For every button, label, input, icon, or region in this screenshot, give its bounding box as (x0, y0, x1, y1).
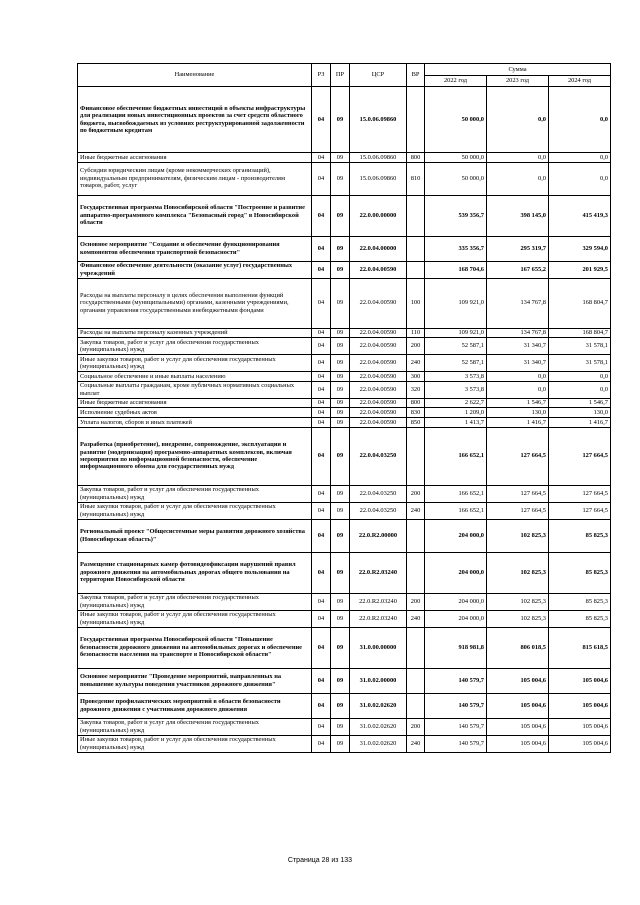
row-pr: 09 (331, 328, 350, 338)
row-pr: 09 (331, 381, 350, 398)
row-name: Государственная программа Новосибирской области "Повышение безопасности дорожного движения на автомобильных дорогах и обеспечение безопасности населения на транспорте в Новосибирской области" (78, 627, 312, 668)
row-value-2024: 105 004,6 (549, 735, 611, 752)
row-rz: 04 (312, 236, 331, 261)
row-csr: 22.0.04.00590 (350, 355, 407, 372)
row-csr: 22.0.00.00000 (350, 195, 407, 236)
row-value-2022: 204 000,0 (425, 519, 487, 552)
row-vr: 800 (407, 398, 425, 408)
row-value-2024: 85 825,3 (549, 593, 611, 610)
row-csr: 22.0.04.03250 (350, 427, 407, 485)
row-vr: 850 (407, 417, 425, 427)
row-pr: 09 (331, 153, 350, 163)
header-csr: ЦСР (350, 64, 407, 87)
row-vr: 100 (407, 278, 425, 328)
row-vr (407, 195, 425, 236)
row-vr: 240 (407, 502, 425, 519)
row-rz: 04 (312, 408, 331, 418)
row-rz: 04 (312, 519, 331, 552)
row-value-2024: 168 804,7 (549, 328, 611, 338)
row-value-2022: 1 209,0 (425, 408, 487, 418)
row-value-2024: 1 416,7 (549, 417, 611, 427)
table-row (78, 355, 611, 372)
row-pr: 09 (331, 338, 350, 355)
row-pr: 09 (331, 735, 350, 752)
row-pr: 09 (331, 236, 350, 261)
table-row (78, 502, 611, 519)
row-csr: 22.0.04.00000 (350, 236, 407, 261)
row-value-2024: 0,0 (549, 372, 611, 382)
table-row (78, 718, 611, 735)
row-vr: 240 (407, 735, 425, 752)
row-rz: 04 (312, 485, 331, 502)
row-pr: 09 (331, 718, 350, 735)
row-pr: 09 (331, 485, 350, 502)
row-value-2022: 204 000,0 (425, 610, 487, 627)
row-value-2023: 105 004,6 (487, 693, 549, 718)
row-rz: 04 (312, 398, 331, 408)
row-name: Государственная программа Новосибирской области "Построение и развитие аппаратно-программного комплекса "Безопасный город" в Новосибирской области (78, 195, 312, 236)
row-value-2024: 168 804,7 (549, 278, 611, 328)
row-value-2022: 50 000,0 (425, 87, 487, 153)
row-pr: 09 (331, 502, 350, 519)
row-csr: 22.0.04.00590 (350, 398, 407, 408)
row-csr: 22.0.04.00590 (350, 408, 407, 418)
row-value-2024: 329 594,0 (549, 236, 611, 261)
row-csr: 22.0.04.03250 (350, 502, 407, 519)
row-vr (407, 261, 425, 278)
row-csr: 31.0.02.00000 (350, 668, 407, 693)
row-pr: 09 (331, 693, 350, 718)
row-vr: 200 (407, 718, 425, 735)
table-row (78, 552, 611, 593)
row-value-2022: 52 587,1 (425, 338, 487, 355)
row-value-2022: 168 704,6 (425, 261, 487, 278)
row-name: Социальные выплаты гражданам, кроме публичных нормативных социальных выплат (78, 381, 312, 398)
row-value-2024: 0,0 (549, 381, 611, 398)
row-value-2024: 201 929,5 (549, 261, 611, 278)
row-name: Финансовое обеспечение деятельности (оказание услуг) государственных учреждений (78, 261, 312, 278)
row-pr: 09 (331, 627, 350, 668)
row-name: Закупка товаров, работ и услуг для обеспечения государственных (муниципальных) нужд (78, 485, 312, 502)
table-row (78, 195, 611, 236)
row-value-2022: 140 579,7 (425, 693, 487, 718)
row-rz: 04 (312, 381, 331, 398)
row-csr: 22.0.04.00590 (350, 261, 407, 278)
row-pr: 09 (331, 372, 350, 382)
table-row (78, 162, 611, 195)
row-vr: 240 (407, 610, 425, 627)
row-value-2022: 1 413,7 (425, 417, 487, 427)
row-csr: 22.0.04.03250 (350, 485, 407, 502)
row-pr: 09 (331, 408, 350, 418)
row-value-2022: 140 579,7 (425, 718, 487, 735)
table-header (78, 64, 611, 87)
table-row (78, 328, 611, 338)
row-pr: 09 (331, 87, 350, 153)
row-name: Размещение стационарных камер фотовидеофиксации нарушений правил дорожного движения на автомобильных дорогах общего пользования на территории Новосибирской области (78, 552, 312, 593)
row-name: Исполнение судебных актов (78, 408, 312, 418)
row-value-2024: 85 825,3 (549, 519, 611, 552)
row-pr: 09 (331, 398, 350, 408)
row-rz: 04 (312, 718, 331, 735)
row-value-2022: 204 000,0 (425, 552, 487, 593)
row-rz: 04 (312, 502, 331, 519)
row-name: Уплата налогов, сборов и иных платежей (78, 417, 312, 427)
row-value-2024: 127 664,5 (549, 502, 611, 519)
row-value-2023: 0,0 (487, 153, 549, 163)
row-vr: 300 (407, 372, 425, 382)
header-rz: РЗ (312, 64, 331, 87)
row-value-2024: 127 664,5 (549, 427, 611, 485)
row-value-2022: 539 356,7 (425, 195, 487, 236)
header-pr: ПР (331, 64, 350, 87)
table-row (78, 236, 611, 261)
row-value-2024: 0,0 (549, 153, 611, 163)
row-pr: 09 (331, 610, 350, 627)
row-value-2022: 109 921,0 (425, 328, 487, 338)
row-value-2022: 52 587,1 (425, 355, 487, 372)
row-value-2024: 105 004,6 (549, 693, 611, 718)
row-rz: 04 (312, 668, 331, 693)
table-row (78, 372, 611, 382)
row-name: Иные бюджетные ассигнования (78, 153, 312, 163)
row-value-2023: 102 825,3 (487, 519, 549, 552)
budget-table (77, 63, 611, 753)
row-value-2022: 166 652,1 (425, 427, 487, 485)
table-row (78, 381, 611, 398)
row-value-2022: 50 000,0 (425, 153, 487, 163)
row-csr: 15.0.06.09860 (350, 87, 407, 153)
row-vr: 810 (407, 162, 425, 195)
row-pr: 09 (331, 668, 350, 693)
row-vr (407, 627, 425, 668)
row-pr: 09 (331, 355, 350, 372)
row-name: Основное мероприятие "Проведение мероприятий, направленных на повышение культуры поведения участников дорожного движения" (78, 668, 312, 693)
table-row (78, 519, 611, 552)
row-vr (407, 427, 425, 485)
row-pr: 09 (331, 261, 350, 278)
row-csr: 15.0.06.09860 (350, 153, 407, 163)
row-name: Иные бюджетные ассигнования (78, 398, 312, 408)
row-value-2023: 1 546,7 (487, 398, 549, 408)
row-rz: 04 (312, 278, 331, 328)
row-csr: 31.0.02.02620 (350, 718, 407, 735)
row-pr: 09 (331, 417, 350, 427)
row-value-2022: 140 579,7 (425, 735, 487, 752)
row-pr: 09 (331, 427, 350, 485)
table-row (78, 398, 611, 408)
row-value-2024: 85 825,3 (549, 610, 611, 627)
table-row (78, 408, 611, 418)
row-name: Закупка товаров, работ и услуг для обеспечения государственных (муниципальных) нужд (78, 718, 312, 735)
row-csr: 22.0.04.00590 (350, 372, 407, 382)
row-value-2023: 134 767,8 (487, 328, 549, 338)
row-value-2022: 166 652,1 (425, 502, 487, 519)
row-value-2022: 918 981,8 (425, 627, 487, 668)
row-value-2023: 167 655,2 (487, 261, 549, 278)
row-value-2023: 0,0 (487, 162, 549, 195)
row-value-2023: 1 416,7 (487, 417, 549, 427)
row-value-2024: 31 578,1 (549, 355, 611, 372)
row-rz: 04 (312, 87, 331, 153)
row-name: Финансовое обеспечение бюджетных инвестиций в объекты инфраструктуры для реализации новых инвестиционных проектов за счет средств областного бюджета, высвобождаемых из условиях реструктурированной задолженности по бюджетным кредитам (78, 87, 312, 153)
table-row (78, 87, 611, 153)
row-name: Иные закупки товаров, работ и услуг для обеспечения государственных (муниципальных) нужд (78, 610, 312, 627)
row-value-2022: 50 000,0 (425, 162, 487, 195)
table-row (78, 693, 611, 718)
row-rz: 04 (312, 627, 331, 668)
row-rz: 04 (312, 552, 331, 593)
row-value-2024: 105 004,6 (549, 668, 611, 693)
header-name: Наименование (78, 64, 312, 87)
row-value-2022: 3 573,8 (425, 372, 487, 382)
row-value-2022: 140 579,7 (425, 668, 487, 693)
table-row (78, 610, 611, 627)
row-rz: 04 (312, 610, 331, 627)
header-year-2024: 2024 год (549, 76, 611, 87)
row-name: Проведение профилактических мероприятий в области безопасности дорожного движения с участниками дорожного движения (78, 693, 312, 718)
row-csr: 22.0.R2.03240 (350, 610, 407, 627)
row-vr (407, 87, 425, 153)
table-row (78, 627, 611, 668)
row-vr: 240 (407, 355, 425, 372)
row-vr (407, 668, 425, 693)
row-csr: 15.0.06.09860 (350, 162, 407, 195)
row-value-2024: 815 618,5 (549, 627, 611, 668)
row-value-2024: 415 419,3 (549, 195, 611, 236)
row-value-2024: 127 664,5 (549, 485, 611, 502)
row-value-2023: 0,0 (487, 381, 549, 398)
row-rz: 04 (312, 427, 331, 485)
row-name: Расходы на выплаты персоналу в целях обеспечения выполнения функций государственными (муниципальными) органами, казенными учреждениями, органами управления государственными внебюджетными фондами (78, 278, 312, 328)
table-row (78, 427, 611, 485)
row-name: Иные закупки товаров, работ и услуг для обеспечения государственных (муниципальных) нужд (78, 502, 312, 519)
row-vr (407, 519, 425, 552)
row-csr: 22.0.04.00590 (350, 417, 407, 427)
row-value-2024: 85 825,3 (549, 552, 611, 593)
row-vr: 110 (407, 328, 425, 338)
row-name: Иные закупки товаров, работ и услуг для обеспечения государственных (муниципальных) нужд (78, 355, 312, 372)
table-row (78, 261, 611, 278)
header-year-2023: 2023 год (487, 76, 549, 87)
row-value-2022: 109 921,0 (425, 278, 487, 328)
row-rz: 04 (312, 338, 331, 355)
row-pr: 09 (331, 278, 350, 328)
table-row (78, 278, 611, 328)
row-name: Субсидии юридическим лицам (кроме некоммерческих организаций), индивидуальным предпринимателям, физическим лицам - производителям товаров, работ, услуг (78, 162, 312, 195)
row-value-2023: 295 319,7 (487, 236, 549, 261)
row-value-2023: 31 340,7 (487, 355, 549, 372)
row-value-2024: 31 578,1 (549, 338, 611, 355)
row-rz: 04 (312, 261, 331, 278)
row-value-2024: 105 004,6 (549, 718, 611, 735)
row-value-2023: 127 664,5 (487, 485, 549, 502)
header-vr: ВР (407, 64, 425, 87)
table-row (78, 417, 611, 427)
row-value-2024: 0,0 (549, 162, 611, 195)
row-value-2023: 130,0 (487, 408, 549, 418)
row-name: Расходы на выплаты персоналу казенных учреждений (78, 328, 312, 338)
row-value-2023: 127 664,5 (487, 502, 549, 519)
row-value-2023: 105 004,6 (487, 735, 549, 752)
budget-page (77, 63, 610, 753)
row-value-2023: 105 004,6 (487, 668, 549, 693)
row-csr: 22.0.04.00590 (350, 338, 407, 355)
row-name: Основное мероприятие "Создание и обеспечение функционирования компонентов обеспечения транспортной безопасности" (78, 236, 312, 261)
row-value-2023: 0,0 (487, 87, 549, 153)
row-name: Иные закупки товаров, работ и услуг для обеспечения государственных (муниципальных) нужд (78, 735, 312, 752)
row-rz: 04 (312, 195, 331, 236)
row-value-2023: 31 340,7 (487, 338, 549, 355)
row-rz: 04 (312, 162, 331, 195)
row-value-2022: 204 000,0 (425, 593, 487, 610)
row-vr (407, 552, 425, 593)
row-vr: 200 (407, 485, 425, 502)
row-vr (407, 236, 425, 261)
row-pr: 09 (331, 195, 350, 236)
row-value-2023: 102 825,3 (487, 552, 549, 593)
row-value-2022: 166 652,1 (425, 485, 487, 502)
row-value-2022: 3 573,8 (425, 381, 487, 398)
row-rz: 04 (312, 328, 331, 338)
row-rz: 04 (312, 693, 331, 718)
row-name: Разработка (приобретение), внедрение, сопровождение, эксплуатация и развитие (модернизация) программно-аппаратных комплексов, включая мероприятия по информационной безопасности, обеспечение информационного обмена для государственных нужд (78, 427, 312, 485)
row-vr (407, 693, 425, 718)
row-csr: 22.0.R2.03240 (350, 552, 407, 593)
row-csr: 22.0.04.00590 (350, 278, 407, 328)
table-body (78, 87, 611, 753)
row-value-2023: 398 145,0 (487, 195, 549, 236)
row-value-2024: 130,0 (549, 408, 611, 418)
row-vr: 200 (407, 338, 425, 355)
row-rz: 04 (312, 355, 331, 372)
page-number: Страница 28 из 133 (287, 857, 353, 864)
row-rz: 04 (312, 593, 331, 610)
row-value-2023: 134 767,8 (487, 278, 549, 328)
row-pr: 09 (331, 552, 350, 593)
row-vr: 320 (407, 381, 425, 398)
row-csr: 31.0.02.02620 (350, 735, 407, 752)
row-value-2023: 127 664,5 (487, 427, 549, 485)
row-csr: 31.0.00.00000 (350, 627, 407, 668)
row-pr: 09 (331, 162, 350, 195)
row-csr: 31.0.02.02620 (350, 693, 407, 718)
header-year-2022: 2022 год (425, 76, 487, 87)
row-name: Региональный проект "Общесистемные меры развития дорожного хозяйства (Новосибирская область)" (78, 519, 312, 552)
row-vr: 200 (407, 593, 425, 610)
row-vr: 800 (407, 153, 425, 163)
row-value-2023: 0,0 (487, 372, 549, 382)
row-value-2022: 335 356,7 (425, 236, 487, 261)
row-csr: 22.0.04.00590 (350, 381, 407, 398)
header-sum: Сумма (425, 64, 611, 76)
table-row (78, 338, 611, 355)
row-rz: 04 (312, 735, 331, 752)
row-pr: 09 (331, 519, 350, 552)
table-row (78, 735, 611, 752)
table-row (78, 668, 611, 693)
row-value-2022: 2 622,7 (425, 398, 487, 408)
row-vr: 830 (407, 408, 425, 418)
row-rz: 04 (312, 417, 331, 427)
row-name: Закупка товаров, работ и услуг для обеспечения государственных (муниципальных) нужд (78, 593, 312, 610)
row-rz: 04 (312, 372, 331, 382)
row-value-2024: 0,0 (549, 87, 611, 153)
row-pr: 09 (331, 593, 350, 610)
table-row (78, 593, 611, 610)
row-rz: 04 (312, 153, 331, 163)
row-value-2023: 102 825,3 (487, 610, 549, 627)
table-row (78, 485, 611, 502)
row-csr: 22.0.R2.03240 (350, 593, 407, 610)
row-name: Социальное обеспечение и иные выплаты населению (78, 372, 312, 382)
table-row (78, 153, 611, 163)
row-value-2023: 806 018,5 (487, 627, 549, 668)
row-csr: 22.0.04.00590 (350, 328, 407, 338)
row-name: Закупка товаров, работ и услуг для обеспечения государственных (муниципальных) нужд (78, 338, 312, 355)
row-value-2023: 105 004,6 (487, 718, 549, 735)
row-value-2023: 102 825,3 (487, 593, 549, 610)
row-csr: 22.0.R2.00000 (350, 519, 407, 552)
row-value-2024: 1 546,7 (549, 398, 611, 408)
